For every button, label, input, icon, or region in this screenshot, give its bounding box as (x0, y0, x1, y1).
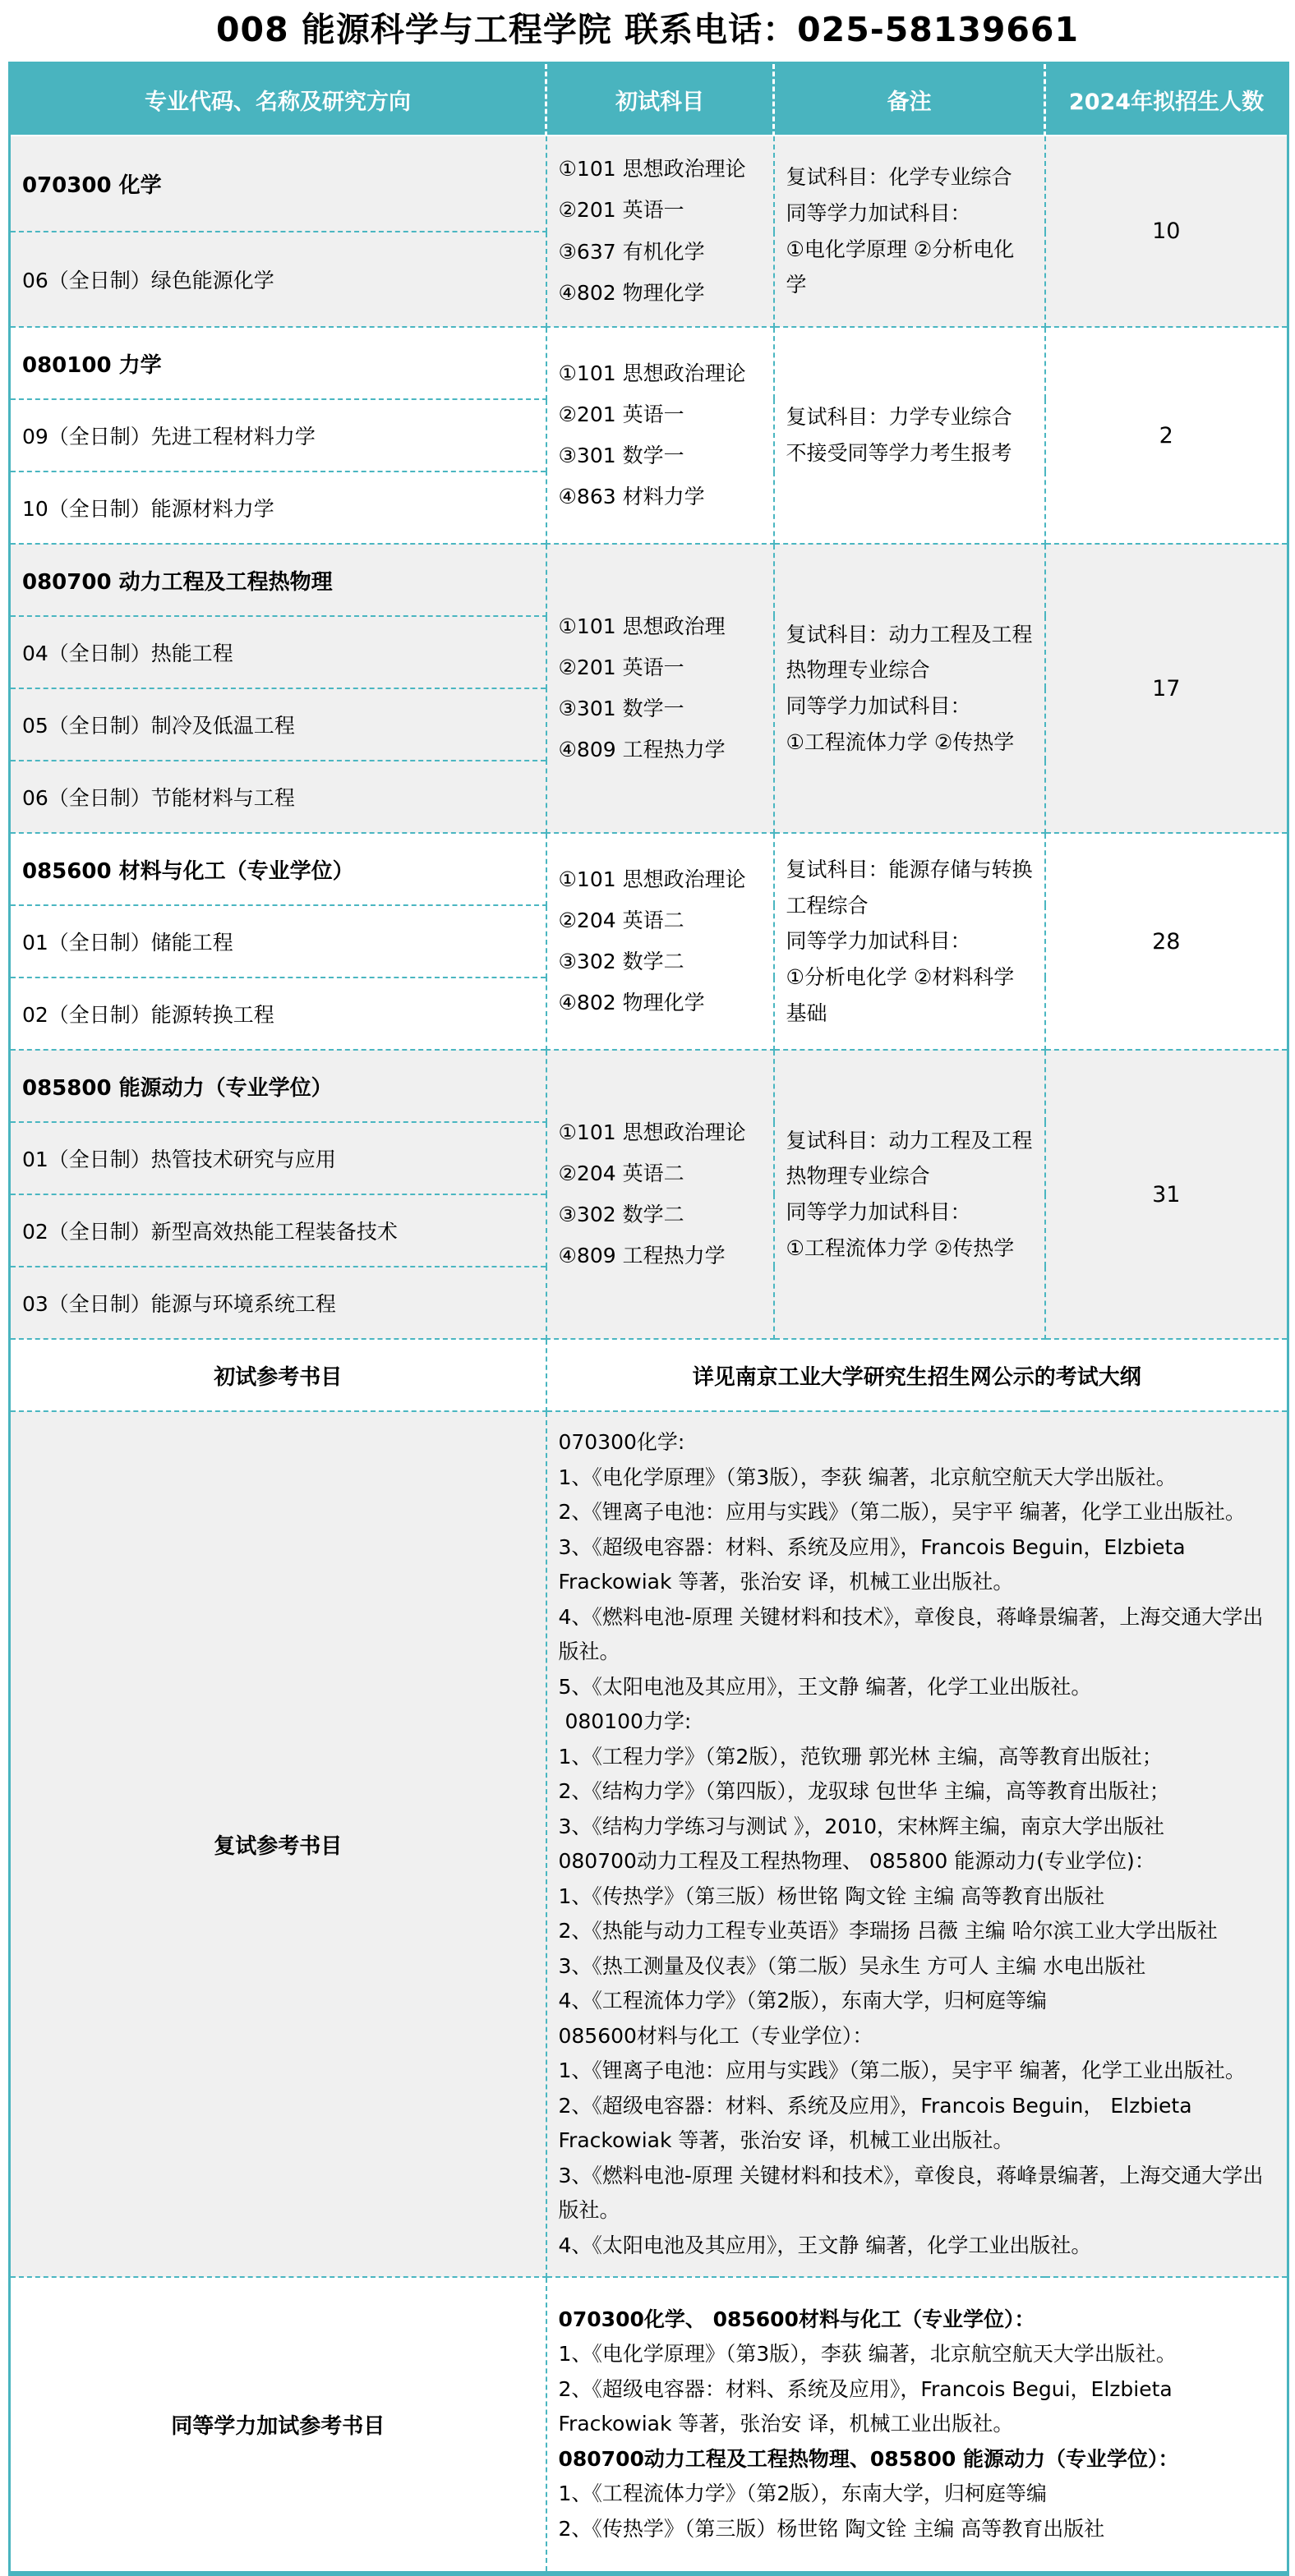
book-line: 3、《热工测量及仪表》（第二版）吴永生 方可人 主编 水电出版社 (558, 1953, 1146, 1978)
remark-line: 复试科目：力学专业综合 (786, 405, 1012, 430)
remark-line: ①工程流体力学 ②传热学 (786, 729, 1015, 754)
direction-cell: 06（全日制）节能材料与工程 (10, 761, 546, 833)
table-row (10, 1339, 1288, 1411)
header-col-program: 专业代码、名称及研究方向 (10, 63, 546, 136)
book-line: 4、《工程流体力学》（第2版），东南大学，归柯庭等编 (558, 1989, 1047, 2013)
subject-line: ②201 英语一 (558, 198, 684, 223)
group-heading: 070300化学、 085600材料与化工（专业学位）： (558, 2307, 1035, 2331)
subject-line: ④802 物理化学 (558, 991, 705, 1015)
subject-line: ①101 思想政治理 (558, 614, 726, 638)
direction-cell: 02（全日制）能源转换工程 (10, 978, 546, 1050)
enrollment-cell: 31 (1045, 1050, 1288, 1339)
subject-line: ②201 英语一 (558, 402, 684, 426)
remarks-cell (774, 833, 1045, 1050)
direction-cell: 01（全日制）储能工程 (10, 905, 546, 978)
remark-line: 同等学力加试科目： (786, 200, 971, 225)
remarks-cell (774, 136, 1045, 327)
table-row (10, 544, 1288, 616)
program-code-cell: 085800 能源动力（专业学位） (10, 1050, 546, 1122)
remark-line: 复试科目：化学专业综合 (786, 165, 1012, 190)
subject-line: ①101 思想政治理论 (558, 157, 746, 182)
enrollment-cell: 28 (1045, 833, 1288, 1050)
book-line: 4、《太阳电池及其应用》，王文静 编著，化学工业出版社。 (558, 2233, 1092, 2257)
book-line: 070300化学: (558, 1430, 685, 1455)
book-line: 080700动力工程及工程热物理、 085800 能源动力(专业学位)： (558, 1849, 1155, 1874)
subject-line: ③302 数学二 (558, 1203, 684, 1227)
admissions-table (8, 62, 1289, 2576)
program-code-cell: 070300 化学 (10, 136, 546, 232)
enrollment-cell: 17 (1045, 544, 1288, 833)
book-line: 3、《燃料电池-原理 关键材料和技术》，章俊良，蒋峰景编著，上海交通大学出版社。 (558, 2163, 1264, 2223)
remark-line: 同等学力加试科目： (786, 694, 971, 719)
program-code-cell: 080700 动力工程及工程热物理 (10, 544, 546, 616)
subject-line: ③637 有机化学 (558, 239, 705, 264)
remarks-cell (774, 327, 1045, 544)
remark-line: ①工程流体力学 ②传热学 (786, 1235, 1015, 1260)
direction-cell: 05（全日制）制冷及低温工程 (10, 688, 546, 761)
subject-line: ①101 思想政治理论 (558, 867, 746, 891)
page-title: 008 能源科学与工程学院 联系电话：025-58139661 (216, 10, 1079, 49)
direction-cell: 02（全日制）新型高效热能工程装备技术 (10, 1194, 546, 1267)
remark-line: ①分析电化学 ②材料科学基础 (786, 965, 1015, 1025)
book-line: 5、《太阳电池及其应用》，王文静 编著，化学工业出版社。 (558, 1674, 1092, 1699)
subjects-cell (546, 1050, 774, 1339)
equivalency-ref-label-cell: 同等学力加试参考书目 (10, 2277, 546, 2574)
book-line: 1、《电化学原理》（第3版），李荻 编著，北京航空航天大学出版社。 (558, 2342, 1177, 2367)
remark-line: 复试科目：动力工程及工程热物理专业综合 (786, 1128, 1033, 1189)
book-line: 3、《结构力学练习与测试 》，2010，宋林辉主编，南京大学出版社 (558, 1814, 1164, 1838)
direction-cell: 06（全日制）绿色能源化学 (10, 232, 546, 328)
subject-line: ④809 工程热力学 (558, 738, 726, 762)
book-line: 2、《超级电容器：材料、系统及应用》，Francois Begui，Elzbieta Frackowiak 等著，张治安 译，机械工业出版社。 (558, 2376, 1179, 2436)
table-row (10, 833, 1288, 905)
subject-line: ②204 英语二 (558, 1161, 684, 1185)
equivalency-books-cell (546, 2277, 1288, 2574)
book-line: 1、《电化学原理》（第3版），李荻 编著，北京航空航天大学出版社。 (558, 1465, 1177, 1489)
book-line: 1、《锂离子电池：应用与实践》（第二版），吴宇平 编著，化学工业出版社。 (558, 2058, 1246, 2083)
remark-line: 同等学力加试科目： (786, 1200, 971, 1225)
header-col-subjects: 初试科目 (546, 63, 774, 136)
table-row (10, 2277, 1288, 2574)
book-line: 1、《工程流体力学》（第2版），东南大学，归柯庭等编 (558, 2482, 1047, 2506)
initial-ref-label-cell: 初试参考书目 (10, 1339, 546, 1411)
remarks-cell (774, 544, 1045, 833)
subject-line: ③301 数学一 (558, 444, 684, 468)
remark-line: 不接受同等学力考生报考 (786, 441, 1012, 466)
group-heading: 080700动力工程及工程热物理、085800 能源动力（专业学位）： (558, 2446, 1179, 2471)
subjects-cell (546, 136, 774, 327)
direction-cell: 03（全日制）能源与环境系统工程 (10, 1267, 546, 1339)
remark-line: 复试科目：能源存储与转换工程综合 (786, 857, 1033, 918)
book-line: 2、《超级电容器：材料、系统及应用》，Francois Beguin， Elzbieta Frackowiak 等著，张治安 译，机械工业出版社。 (558, 2093, 1199, 2153)
direction-cell: 10（全日制）能源材料力学 (10, 472, 546, 544)
header-col-remarks: 备注 (774, 63, 1045, 136)
program-code-cell: 080100 力学 (10, 327, 546, 399)
book-line: 1、《传热学》（第三版）杨世铭 陶文铨 主编 高等教育出版社 (558, 1884, 1105, 1908)
remark-line: 同等学力加试科目： (786, 929, 971, 954)
subject-line: ②204 英语二 (558, 908, 684, 932)
subjects-cell (546, 327, 774, 544)
enrollment-cell: 2 (1045, 327, 1288, 544)
book-line: 1、《工程力学》（第2版），范钦珊 郭光林 主编，高等教育出版社； (558, 1744, 1163, 1769)
subjects-cell (546, 544, 774, 833)
book-line: 2、《结构力学》（第四版），龙驭球 包世华 主编，高等教育出版社； (558, 1779, 1170, 1804)
subject-line: ①101 思想政治理论 (558, 361, 746, 385)
reexam-ref-label-cell: 复试参考书目 (10, 1411, 546, 2277)
table-header-row (10, 63, 1288, 136)
subject-line: ①101 思想政治理论 (558, 1120, 746, 1144)
book-line: 2、《热能与动力工程专业英语》李瑞扬 吕薇 主编 哈尔滨工业大学出版社 (558, 1919, 1218, 1944)
program-code-cell: 085600 材料与化工（专业学位） (10, 833, 546, 905)
table-row (10, 136, 1288, 232)
remark-line: ①电化学原理 ②分析电化学 (786, 237, 1015, 297)
table-row (10, 1411, 1288, 2277)
subjects-cell (546, 833, 774, 1050)
book-line: 080100力学: (558, 1709, 692, 1734)
table-row (10, 1050, 1288, 1122)
initial-ref-value-cell: 详见南京工业大学研究生招生网公示的考试大纲 (546, 1339, 1288, 1411)
enrollment-cell: 10 (1045, 136, 1288, 327)
header-col-enrollment: 2024年拟招生人数 (1045, 63, 1288, 136)
book-line: 085600材料与化工（专业学位）： (558, 2023, 873, 2048)
remark-line: 复试科目：动力工程及工程热物理专业综合 (786, 622, 1033, 683)
book-line: 2、《传热学》（第三版）杨世铭 陶文铨 主编 高等教育出版社 (558, 2516, 1105, 2541)
subject-line: ④802 物理化学 (558, 280, 705, 305)
direction-cell: 09（全日制）先进工程材料力学 (10, 399, 546, 472)
table-row (10, 327, 1288, 399)
subject-line: ④809 工程热力学 (558, 1244, 726, 1268)
direction-cell: 01（全日制）热管技术研究与应用 (10, 1122, 546, 1194)
book-line: 2、《锂离子电池：应用与实践》（第二版），吴宇平 编著，化学工业出版社。 (558, 1500, 1246, 1525)
subject-line: ②201 英语一 (558, 655, 684, 679)
subject-line: ④863 材料力学 (558, 485, 705, 509)
reexam-books-cell (546, 1411, 1288, 2277)
direction-cell: 04（全日制）热能工程 (10, 616, 546, 688)
book-line: 4、《燃料电池-原理 关键材料和技术》，章俊良，蒋峰景编著，上海交通大学出版社。 (558, 1604, 1264, 1664)
subject-line: ③302 数学二 (558, 950, 684, 974)
subject-line: ③301 数学一 (558, 697, 684, 721)
remarks-cell (774, 1050, 1045, 1339)
book-line: 3、《超级电容器：材料、系统及应用》，Francois Beguin，Elzbieta Frackowiak 等著，张治安 译，机械工业出版社。 (558, 1534, 1192, 1594)
